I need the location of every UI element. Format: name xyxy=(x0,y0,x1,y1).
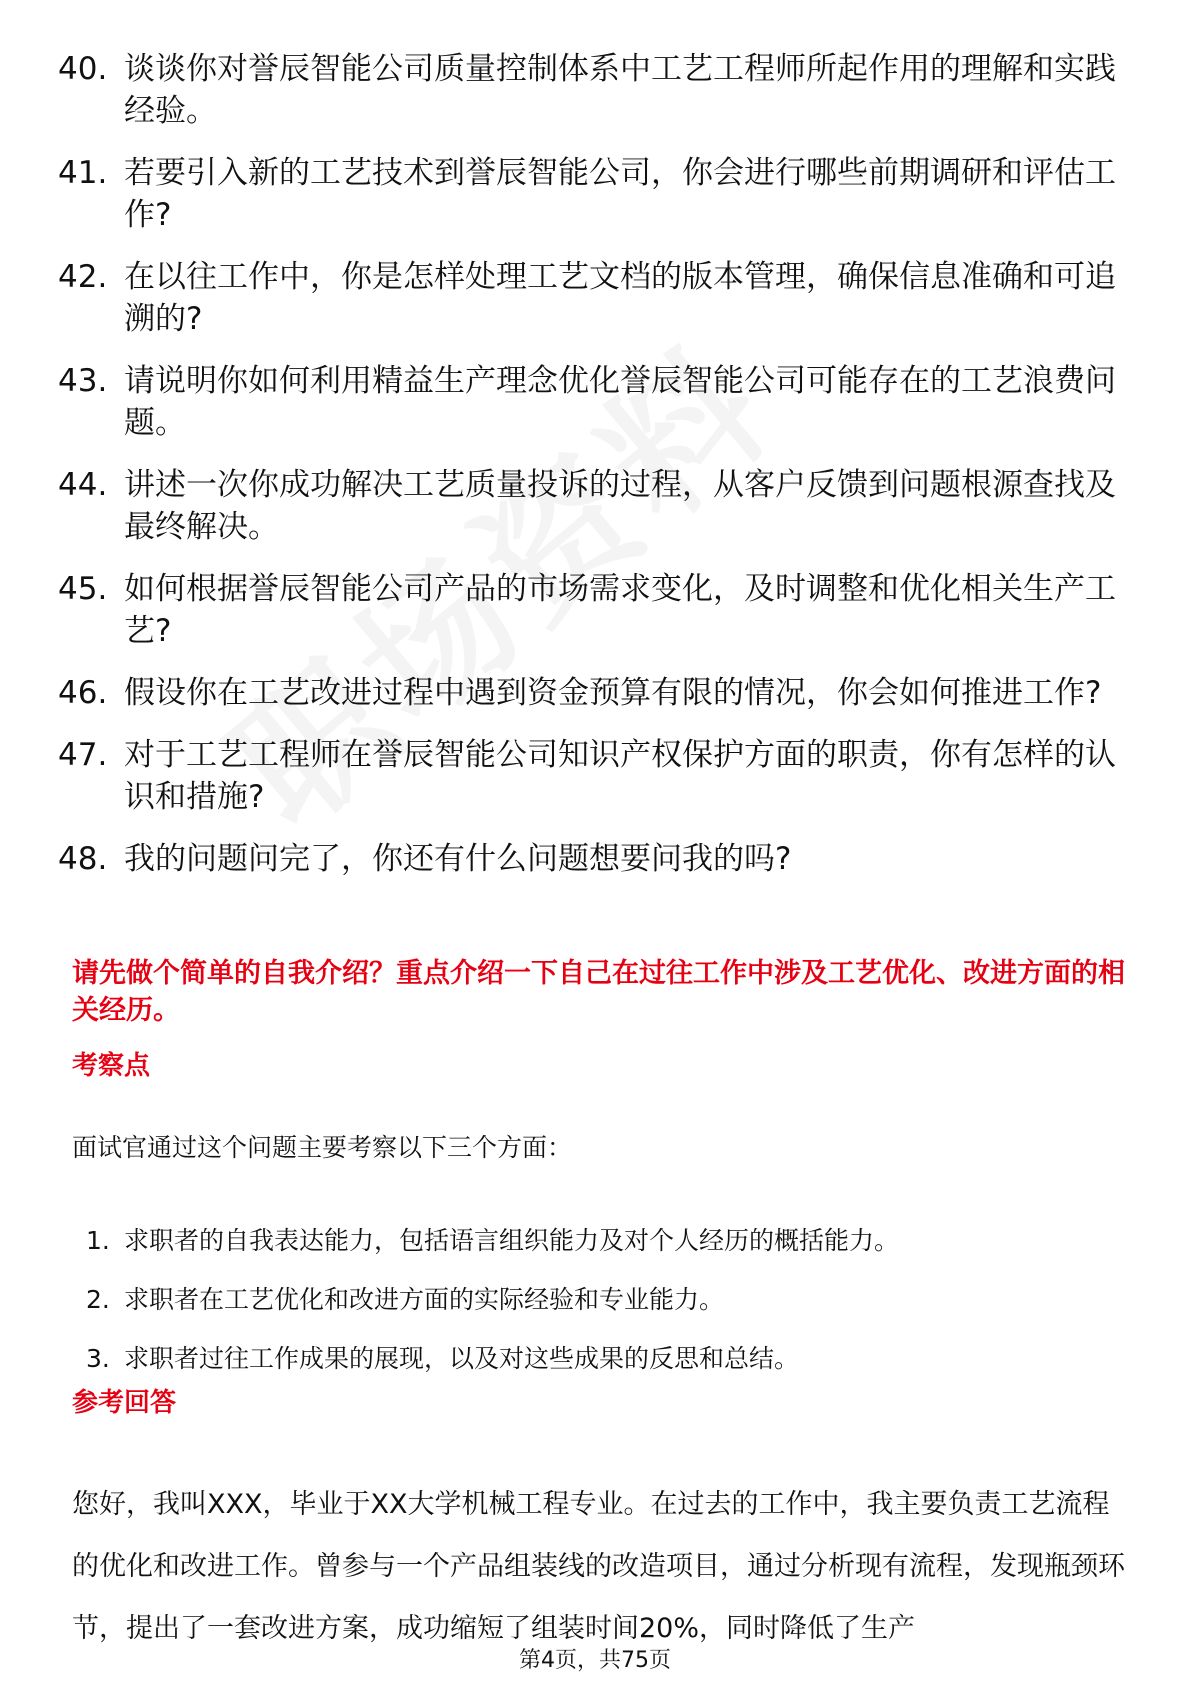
question-item xyxy=(58,734,1138,818)
question-item xyxy=(58,152,1138,236)
focus-point-text: 求职者在工艺优化和改进方面的实际经验和专业能力。 xyxy=(124,1285,725,1314)
question-item xyxy=(58,838,1138,880)
question-text: 讲述一次你成功解决工艺质量投诉的过程，从客户反馈到问题根源查找及最终解决。 xyxy=(124,467,1116,545)
question-text: 若要引入新的工艺技术到誉辰智能公司，你会进行哪些前期调研和评估工作? xyxy=(124,155,1116,233)
focus-point-number: 3. xyxy=(86,1344,110,1373)
question-item xyxy=(58,672,1138,714)
question-text: 如何根据誉辰智能公司产品的市场需求变化，及时调整和优化相关生产工艺? xyxy=(124,571,1116,649)
question-number: 43. xyxy=(58,363,108,399)
question-number: 48. xyxy=(58,841,108,877)
question-number: 45. xyxy=(58,571,108,607)
answer-heading: 参考回答 xyxy=(72,1388,177,1418)
question-text: 假设你在工艺改进过程中遇到资金预算有限的情况，你会如何推进工作? xyxy=(124,675,1102,711)
question-text: 我的问题问完了，你还有什么问题想要问我的吗? xyxy=(124,841,792,877)
focus-heading: 考察点 xyxy=(72,1051,151,1081)
focus-point-number: 2. xyxy=(86,1285,110,1314)
question-item xyxy=(58,48,1138,132)
page-footer: 第4页，共75页 xyxy=(0,1645,1190,1677)
question-number: 40. xyxy=(58,51,108,87)
reference-answer: 您好，我叫XXX，毕业于XX大学机械工程专业。在过去的工作中，我主要负责工艺流程的优化和改进工作。曾参与一个产品组装线的改造项目，通过分析现有流程，发现瓶颈环节，提出了一套改进方案，成功缩短了组装时间20%，同时降低了生产 xyxy=(72,1489,1125,1644)
focus-point-text: 求职者过往工作成果的展现，以及对这些成果的反思和总结。 xyxy=(124,1344,800,1373)
focus-point-number: 1. xyxy=(86,1226,110,1255)
focus-point xyxy=(86,1223,1126,1259)
question-list xyxy=(58,48,1138,900)
question-item xyxy=(58,464,1138,548)
question-text: 对于工艺工程师在誉辰智能公司知识产权保护方面的职责，你有怎样的认识和措施? xyxy=(124,737,1116,815)
question-text: 在以往工作中，你是怎样处理工艺文档的版本管理，确保信息准确和可追溯的? xyxy=(124,259,1116,337)
question-text: 请说明你如何利用精益生产理念优化誉辰智能公司可能存在的工艺浪费问题。 xyxy=(124,363,1116,441)
question-text: 谈谈你对誉辰智能公司质量控制体系中工艺工程师所起作用的理解和实践经验。 xyxy=(124,51,1116,129)
question-number: 41. xyxy=(58,155,108,191)
question-number: 44. xyxy=(58,467,108,503)
question-item xyxy=(58,360,1138,444)
focus-points-list xyxy=(86,1223,1126,1400)
focus-intro: 面试官通过这个问题主要考察以下三个方面： xyxy=(72,1133,573,1162)
question-number: 46. xyxy=(58,675,108,711)
question-number: 47. xyxy=(58,737,108,773)
focus-point xyxy=(86,1282,1126,1318)
question-item xyxy=(58,256,1138,340)
focus-point xyxy=(86,1341,1126,1377)
focus-point-text: 求职者的自我表达能力，包括语言组织能力及对个人经历的概括能力。 xyxy=(124,1226,900,1255)
question-number: 42. xyxy=(58,259,108,295)
question-item xyxy=(58,568,1138,652)
section-question-heading: 请先做个简单的自我介绍？重点介绍一下自己在过往工作中涉及工艺优化、改进方面的相关经历。 xyxy=(72,958,1125,1026)
